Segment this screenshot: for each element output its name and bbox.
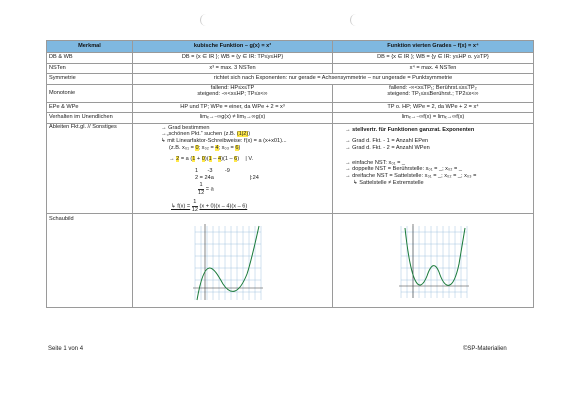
table-row — [47, 214, 534, 308]
monotonie-fallend: fallend: -∞<x≤TP₁; Berührst.≤x≤TP₂ — [389, 84, 477, 91]
header-kubisch: kubische Funktion – g(x) = x³ — [133, 41, 333, 53]
cubic-curve — [197, 226, 259, 300]
equation-24a: 2 = 24a |:24 — [195, 174, 259, 181]
table-row — [47, 74, 534, 85]
cell-vierten-ableiten — [333, 123, 534, 214]
cell-kubisch — [133, 84, 333, 102]
nst-einfach: → einfache NST: x₀₁ = _ — [345, 159, 406, 166]
table-row — [47, 123, 534, 214]
row-label: Verhalten im Unendlichen — [47, 113, 133, 124]
monotonie-fallend: fallend: HP≤x≤TP — [210, 84, 255, 91]
cell-kubisch: limₓ→₋∞g(x) ≠ limₓ→∞g(x) — [133, 113, 333, 124]
table-row — [47, 84, 534, 102]
table-row — [47, 102, 534, 113]
monotonie-steigend: steigend: -∞<x≤HP; TP≤x<∞ — [197, 91, 268, 98]
row-label: EPe & WPe — [47, 102, 133, 113]
page-number: Seite 1 von 4 — [48, 346, 84, 352]
equation-line: → 2 = a (1 + 0)(1 – 4)(1 – 6) | V. — [169, 156, 254, 163]
header-vierten: Funktion vierten Grades – f(x) = x⁴ — [333, 41, 534, 53]
comparison-table — [46, 40, 534, 308]
cell-kubisch-graph — [133, 214, 333, 308]
row-label: Ableiten Fkt.gl. // Sonstiges — [47, 123, 133, 214]
stellvertretend-heading: → stellvertr. für Funktionen ganzrat. Exponenten — [345, 126, 475, 133]
sattel-note: ↳ Sattelstelle ≠ Extremstelle — [353, 179, 424, 186]
quartic-graph — [335, 214, 532, 304]
step-grad: → Grad bestimmen — [161, 124, 210, 131]
nst-dreifach: → dreifache NST = Sattelstelle: x₀₁ = _; x₀₂ = _; x₀₃ = — [345, 173, 477, 180]
cell-kubisch: DB = {x ∈ IR }; WB = {y ∈ IR: TP≤y≤HP} — [133, 53, 333, 64]
cell-kubisch-ableiten — [133, 123, 333, 214]
copyright: ©SP-Materialien — [463, 346, 507, 352]
scan-marks — [200, 14, 400, 28]
row-label: NSTen — [47, 63, 133, 74]
nst-doppelt: → doppelte NST = Berührstelle: x₀₁ = _; x₀₂ = _ — [345, 166, 462, 173]
monotonie-steigend: steigend: TP₁≤x≤Berührst.; TP2≤x<∞ — [387, 91, 479, 98]
equation-a: $\frac{1}{12}$ = a — [198, 182, 214, 197]
header-row — [47, 41, 534, 53]
cell-vierten: x⁴ = max. 4 NSTen — [333, 63, 534, 74]
header-merkmal: Merkmal — [47, 41, 133, 53]
table-row — [47, 63, 534, 74]
table-row — [47, 113, 534, 124]
cell-kubisch: x³ = max. 3 NSTen — [133, 63, 333, 74]
quartic-curve — [405, 228, 465, 285]
equation-factors: 1 -3 -9 — [195, 168, 230, 175]
cell-vierten-graph — [333, 214, 534, 308]
final-function: ↳ f(x) = $\frac{1}{12}$ (x + 0)(x – 4)(x – 6) — [171, 198, 248, 213]
row-label: Schaubild — [47, 214, 133, 308]
cell-kubisch: HP und TP; WPe = einer, da WPe + 2 = x³ — [133, 102, 333, 113]
step-linearfaktor: ↳ mit Linearfaktor-Schreibweise: f(x) = a (x+x01)... — [161, 137, 287, 144]
table-row — [47, 53, 534, 64]
row-label: DB & WB — [47, 53, 133, 64]
step-punkt: →„schönen Pkt.“ suchen (z.B. (1|2)) — [161, 131, 251, 138]
cell-vierten: DB = {x ∈ IR }; WB = {y ∈ IR: y≤HP o. y≥TP} — [333, 53, 534, 64]
row-label: Symmetrie — [47, 74, 133, 85]
cell-vierten: TP o. HP; WPe = 2, da WPe + 2 = x⁴ — [333, 102, 534, 113]
cell-vierten: limₓ→₋∞f(x) = limₓ→∞f(x) — [333, 113, 534, 124]
step-nullstellen: (z.B. x₀₁ = 0; x₀₂ = 4; x₀₃ = 6) — [169, 144, 241, 151]
row-label: Monotonie — [47, 84, 133, 102]
graph-grid — [401, 226, 467, 298]
cell-vierten — [333, 84, 534, 102]
cell-symmetrie: richtet sich nach Exponenten: nur gerade = Achsensymmetrie – nur ungerade = Punktsymmetrie — [133, 74, 534, 85]
grad-wpen: → Grad d. Fkt. - 2 = Anzahl WPen — [345, 144, 430, 151]
grad-epen: → Grad d. Fkt. - 1 = Anzahl EPen — [345, 138, 429, 145]
cubic-graph — [135, 214, 331, 304]
